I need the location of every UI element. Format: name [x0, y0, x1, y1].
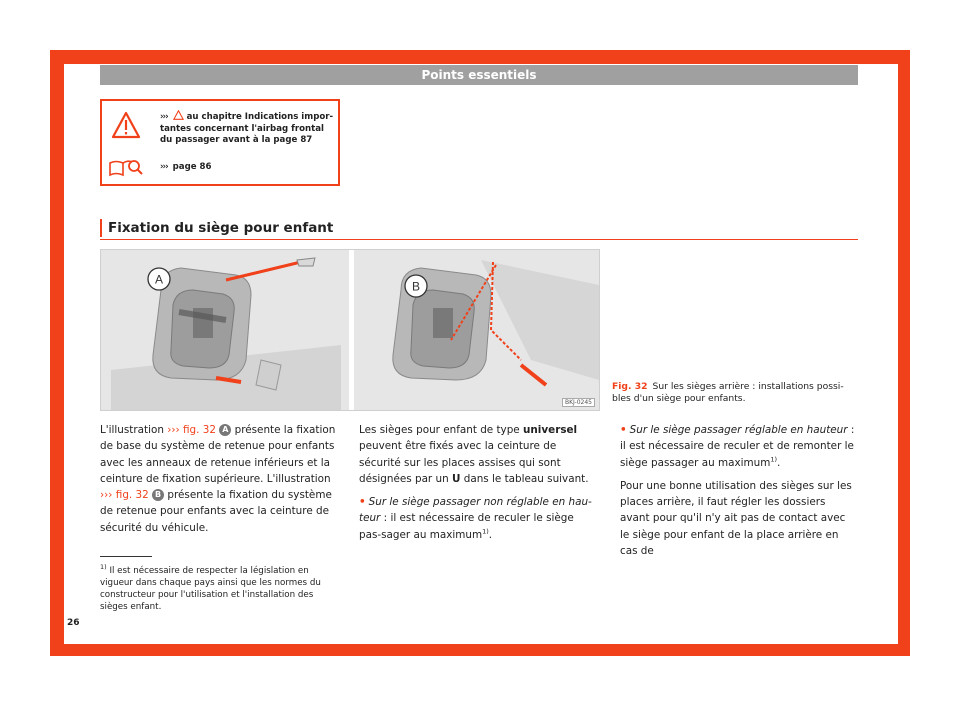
footnote	[100, 565, 340, 613]
section-title: Fixation du siège pour enfant	[100, 219, 858, 237]
figure-link[interactable]: ››› fig. 32	[100, 489, 149, 502]
bullet-item: • Sur le siège passager réglable en hauteur : il est nécessaire de reculer et de remonter le siège passager au maximum$^{1)}$.	[620, 424, 855, 469]
figure-label: Fig. 32	[612, 381, 648, 392]
bullet-item: • Sur le siège passager non réglable en hau-teur : il est nécessaire de reculer le siège pas-sager au maximum$^{1)}$.	[359, 496, 592, 541]
footnote-rule	[100, 556, 152, 557]
page-reference[interactable]: ››› page 86	[160, 162, 212, 172]
chapter-header: Points essentiels	[100, 65, 858, 85]
paragraph: Pour une bonne utilisation des sièges sur les places arrière, il faut régler les dossiers avant pour qu'il n'y ait pas de contact avec le siège pour enfant de la place arrière en cas de	[620, 479, 852, 558]
figure-caption	[612, 381, 858, 405]
figure-caption-text: Sur les sièges arrière : installations possi-bles d'un siège pour enfants.	[612, 381, 844, 404]
bullet-icon: •	[620, 424, 627, 436]
figure-link[interactable]: ››› fig. 32	[167, 424, 216, 436]
figure-child-seats	[100, 249, 600, 411]
footnote-ref: 1)	[770, 455, 777, 464]
text-column-2	[359, 422, 595, 550]
text-column-1	[100, 422, 336, 543]
page-number: 26	[67, 618, 80, 628]
warning-triangle-icon	[111, 111, 141, 139]
callout-b-badge: B	[152, 489, 164, 501]
warning-box	[100, 99, 340, 186]
paragraph: L'illustration ››› fig. 32 A présente la fixation de base du système de retenue pour enfants avec les anneaux de retenue inférieurs et la ceinture de fixation supérieure. L'illustration ››› fig. 32 B présente la fixation du système de retenue pour enfants avec la ceinture de sécurité du véhicule.	[100, 424, 336, 534]
warning-text: ››› au chapitre Indications impor-tantes concernant l'airbag frontal du passager avant à la page 87	[160, 112, 334, 145]
warning-body: au chapitre Indications impor-tantes concernant l'airbag frontal du passager avant à la page 87	[160, 112, 334, 145]
callout-b-label: B	[411, 279, 421, 294]
paragraph: Les sièges pour enfant de type universel peuvent être fixés avec la ceinture de sécurité sur les places assises qui sont désignées par un U dans le tableau suivant.	[359, 424, 589, 485]
figure-code: BKJ-0245	[562, 398, 595, 407]
callout-a-label: A	[154, 272, 164, 287]
small-warning-icon	[173, 110, 184, 120]
callout-a-badge: A	[219, 424, 231, 436]
child-seat-illustration	[101, 250, 599, 410]
bullet-icon: •	[359, 496, 366, 509]
footnote-mark: 1)	[100, 563, 107, 572]
section-rule	[100, 239, 858, 240]
footnote-ref: 1)	[482, 527, 489, 536]
footnote-text: Il est nécessaire de respecter la législation en vigueur dans chaque pays ainsi que les normes du constructeur pour l'utilisation et l'installation des sièges enfant.	[100, 566, 321, 612]
book-icon	[108, 155, 144, 179]
text-column-3	[620, 422, 856, 566]
